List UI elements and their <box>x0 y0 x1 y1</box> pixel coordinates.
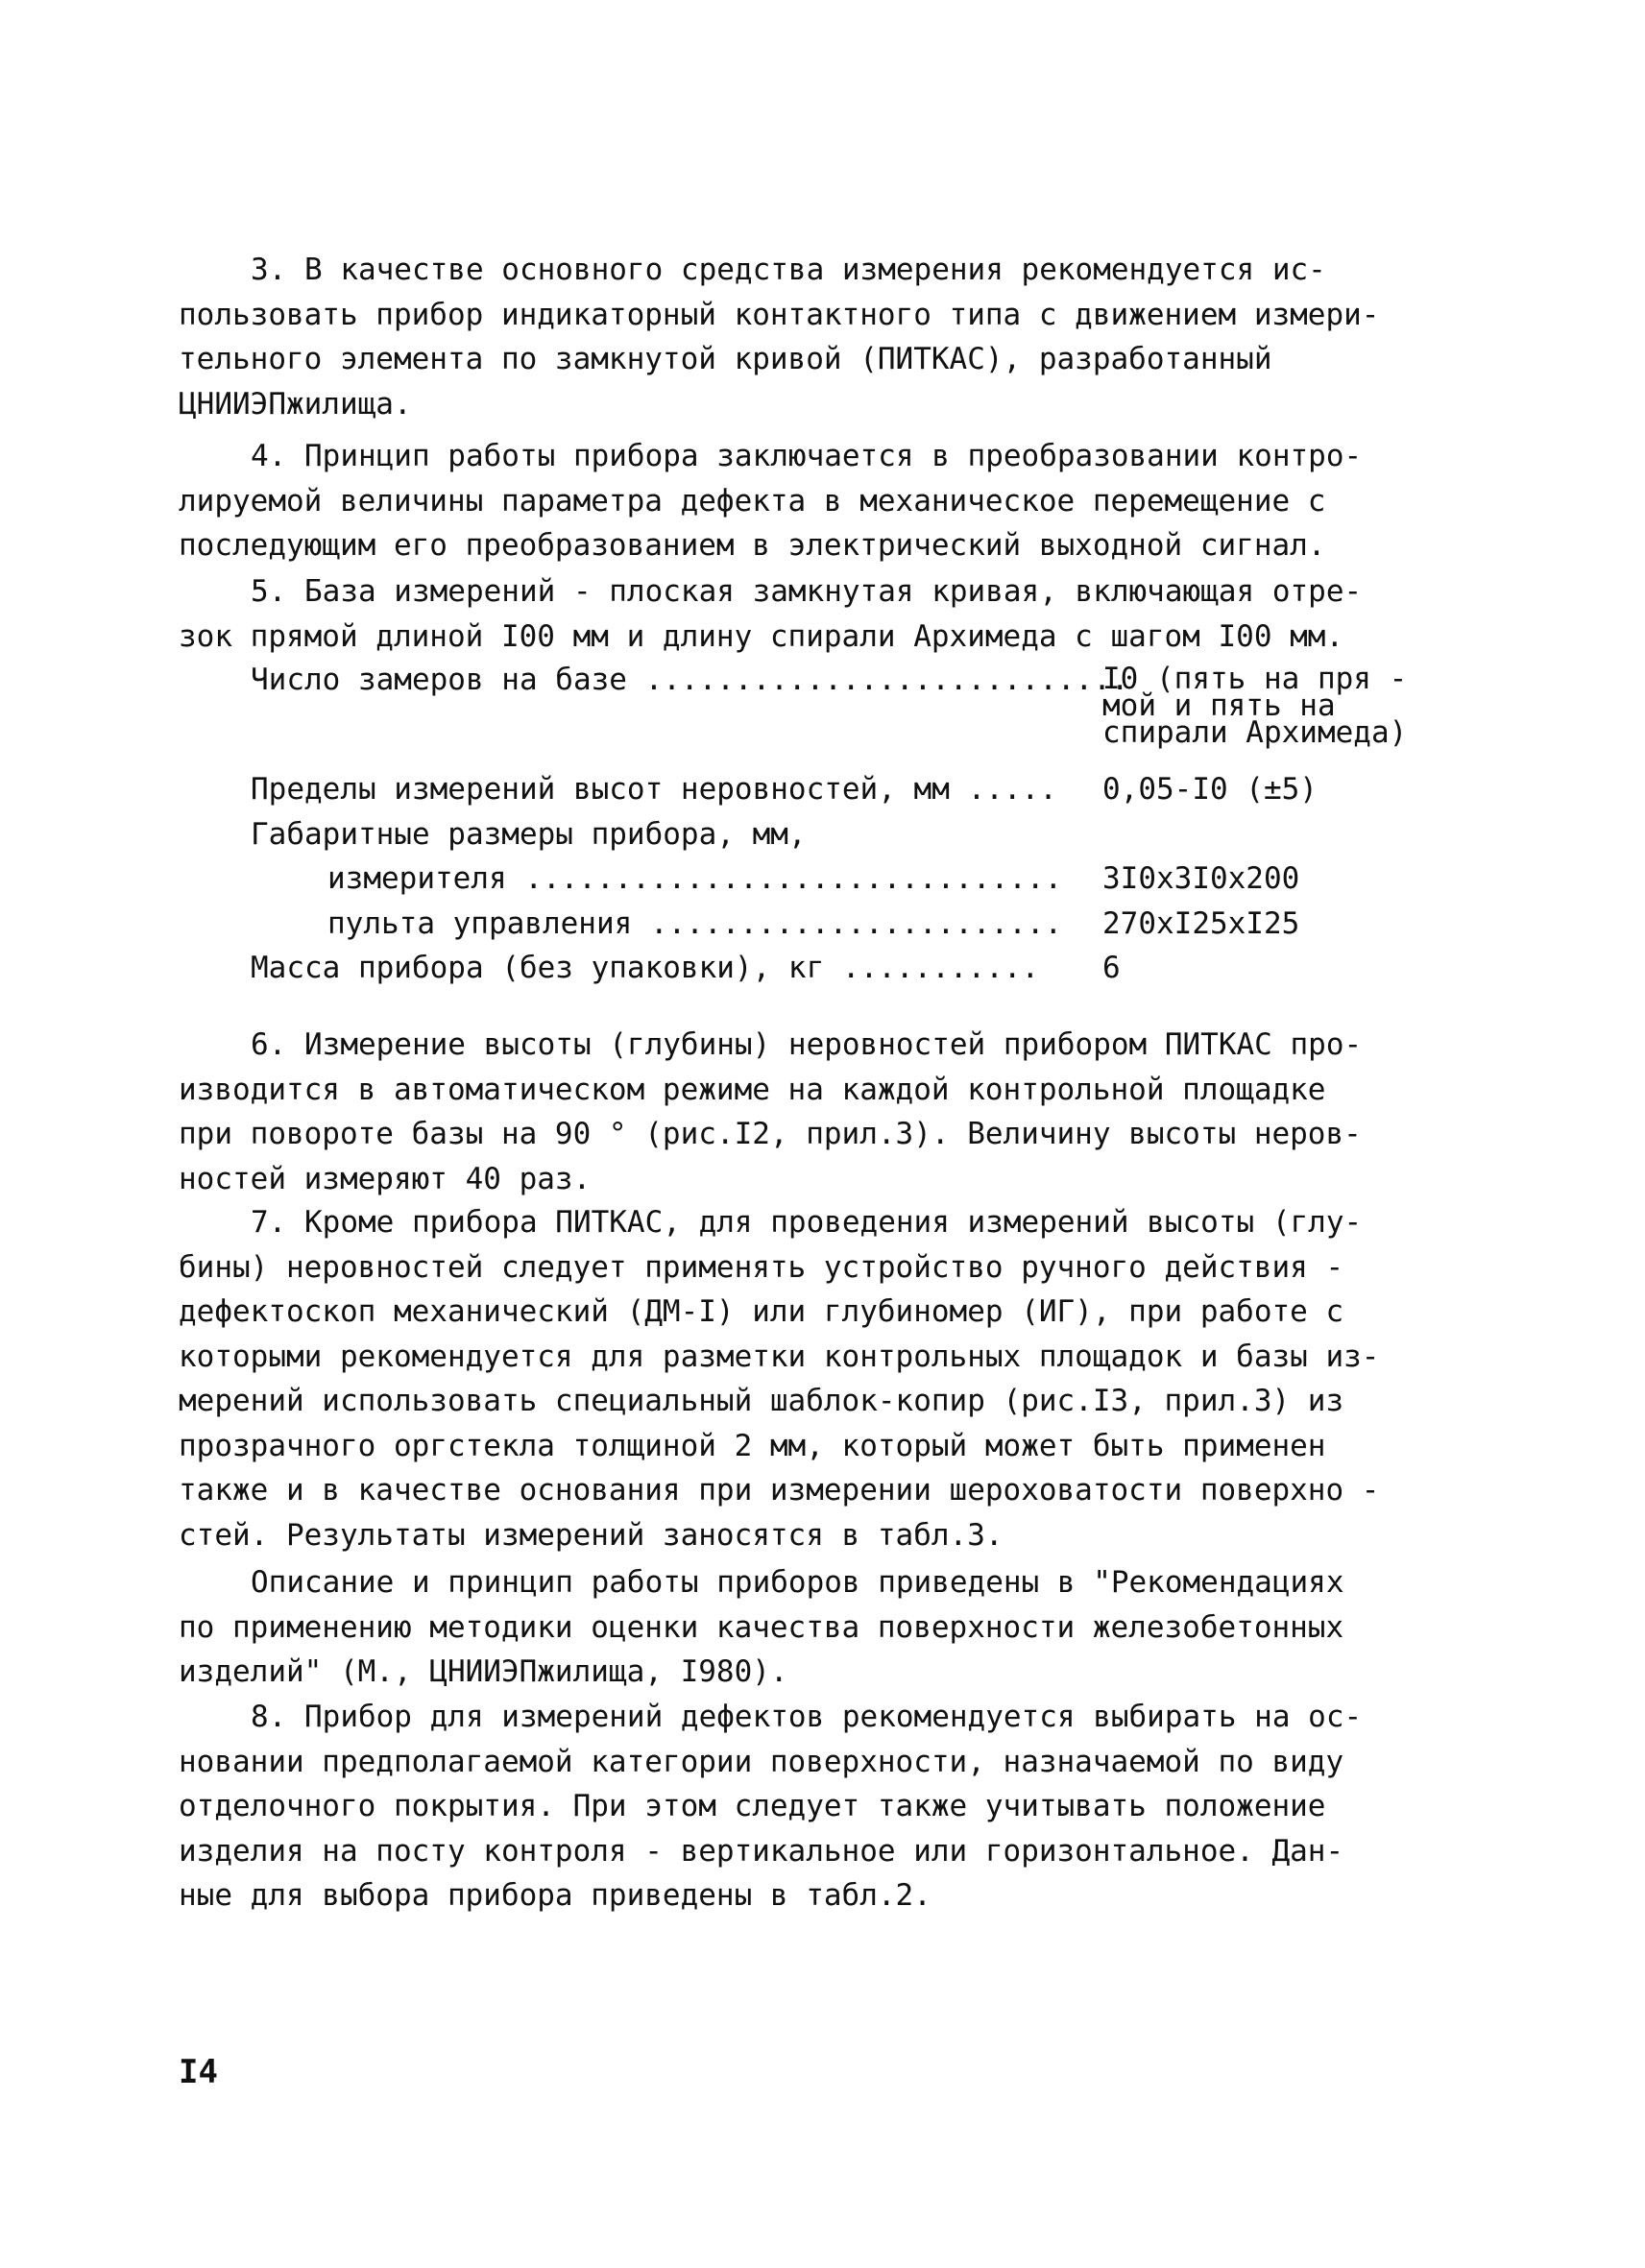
text-line: 6. Измерение высоты (глубины) неровностей прибором ПИТКАС про- <box>251 1027 1363 1062</box>
text-line: зок прямой длиной I00 мм и длину спирали Архимеда с шагом I00 мм. <box>179 618 1344 654</box>
paragraph-5 <box>179 569 1423 659</box>
paragraph-7 <box>179 1200 1423 1557</box>
spec-row <box>179 902 1437 947</box>
spec-label: Масса прибора (без упаковки), кг ........... <box>251 951 1040 985</box>
text-line: ные для выбора прибора приведены в табл.2. <box>179 1878 931 1913</box>
specifications-list <box>179 658 1437 991</box>
text-line: тельного элемента по замкнутой кривой (ПИТКАС), разработанный <box>179 342 1272 376</box>
text-line: пользовать прибор индикаторный контактного типа с движением измери- <box>179 297 1380 332</box>
text-line: ЦНИИЭПжилища. <box>179 386 412 422</box>
spec-row <box>179 658 1437 769</box>
text-line: лируемой величины параметра дефекта в механическое перемещение с <box>179 483 1326 519</box>
text-line: изделий" (М., ЦНИИЭПжилища, I980). <box>179 1654 788 1689</box>
paragraph-6 <box>179 1023 1423 1201</box>
spec-value: 270хI25хI25 <box>1102 905 1300 941</box>
text-line: по применению методики оценки качества поверхности железобетонных <box>179 1609 1344 1645</box>
page-number: I4 <box>179 2053 218 2091</box>
text-line: отделочного покрытия. При этом следует также учитывать положение <box>179 1789 1326 1823</box>
text-line: прозрачного оргстекла толщиной 2 мм, который может быть применен <box>179 1428 1326 1463</box>
paragraph-8 <box>179 1695 1423 1918</box>
text-line: последующим его преобразованием в электрический выходной сигнал. <box>179 528 1326 563</box>
spec-row <box>179 857 1437 902</box>
text-line: бины) неровностей следует применять устройство ручного действия - <box>179 1249 1344 1285</box>
text-line: 5. База измерений - плоская замкнутая кривая, включающая отре- <box>251 574 1363 609</box>
paragraph-4 <box>179 434 1423 568</box>
text-line: 3. В качестве основного средства измерения рекомендуется ис- <box>251 253 1326 287</box>
text-line: 4. Принцип работы прибора заключается в преобразовании контро- <box>251 439 1363 473</box>
spec-value: 3I0х3I0х200 <box>1102 861 1300 896</box>
spec-value: 0,05-I0 (±5) <box>1102 772 1318 807</box>
text-line: которыми рекомендуется для разметки контрольных площадок и базы из- <box>179 1339 1380 1374</box>
text-line: ностей измеряют 40 раз. <box>179 1161 592 1196</box>
spec-row <box>179 767 1437 812</box>
text-line: дефектоскоп механический (ДМ-I) или глубиномер (ИГ), при работе с <box>179 1294 1344 1329</box>
text-line: Описание и принцип работы приборов приведены в "Рекомендациях <box>251 1565 1344 1600</box>
text-line: также и в качестве основания при измерении шероховатости поверхно - <box>179 1473 1380 1508</box>
spec-label: Число замеров на базе ........................... <box>251 663 1129 697</box>
paragraph-description <box>179 1560 1423 1695</box>
spec-row <box>179 946 1437 991</box>
text-line: 8. Прибор для измерений дефектов рекомендуется выбирать на ос- <box>251 1700 1363 1734</box>
text-line: мерений использовать специальный шаблок-копир (рис.I3, прил.3) из <box>179 1384 1344 1418</box>
spec-row <box>179 812 1437 857</box>
spec-label: Габаритные размеры прибора, мм, <box>251 816 807 852</box>
spec-label: Пределы измерений высот неровностей, мм ..... <box>251 772 1057 807</box>
text-line: при повороте базы на 90 ° (рис.I2, прил.3). Величину высоты неров- <box>179 1117 1362 1151</box>
text-line: изделия на посту контроля - вертикальное или горизонтальное. Дан- <box>179 1833 1344 1869</box>
spec-label: пульта управления ....................... <box>327 905 1063 941</box>
spec-value: 6 <box>1102 951 1121 985</box>
paragraph-3 <box>179 248 1423 426</box>
spec-label: измерителя .............................. <box>327 861 1063 896</box>
text-line: 7. Кроме прибора ПИТКАС, для проведения измерений высоты (глу- <box>251 1205 1363 1240</box>
spec-value: I0 (пять на пря - мой и пять на спирали Архимеда) <box>1102 662 1408 750</box>
text-line: новании предполагаемой категории поверхности, назначаемой по виду <box>179 1744 1344 1779</box>
text-line: изводится в автоматическом режиме на каждой контрольной площадке <box>179 1072 1326 1107</box>
text-line: стей. Результаты измерений заносятся в табл.3. <box>179 1517 1004 1553</box>
